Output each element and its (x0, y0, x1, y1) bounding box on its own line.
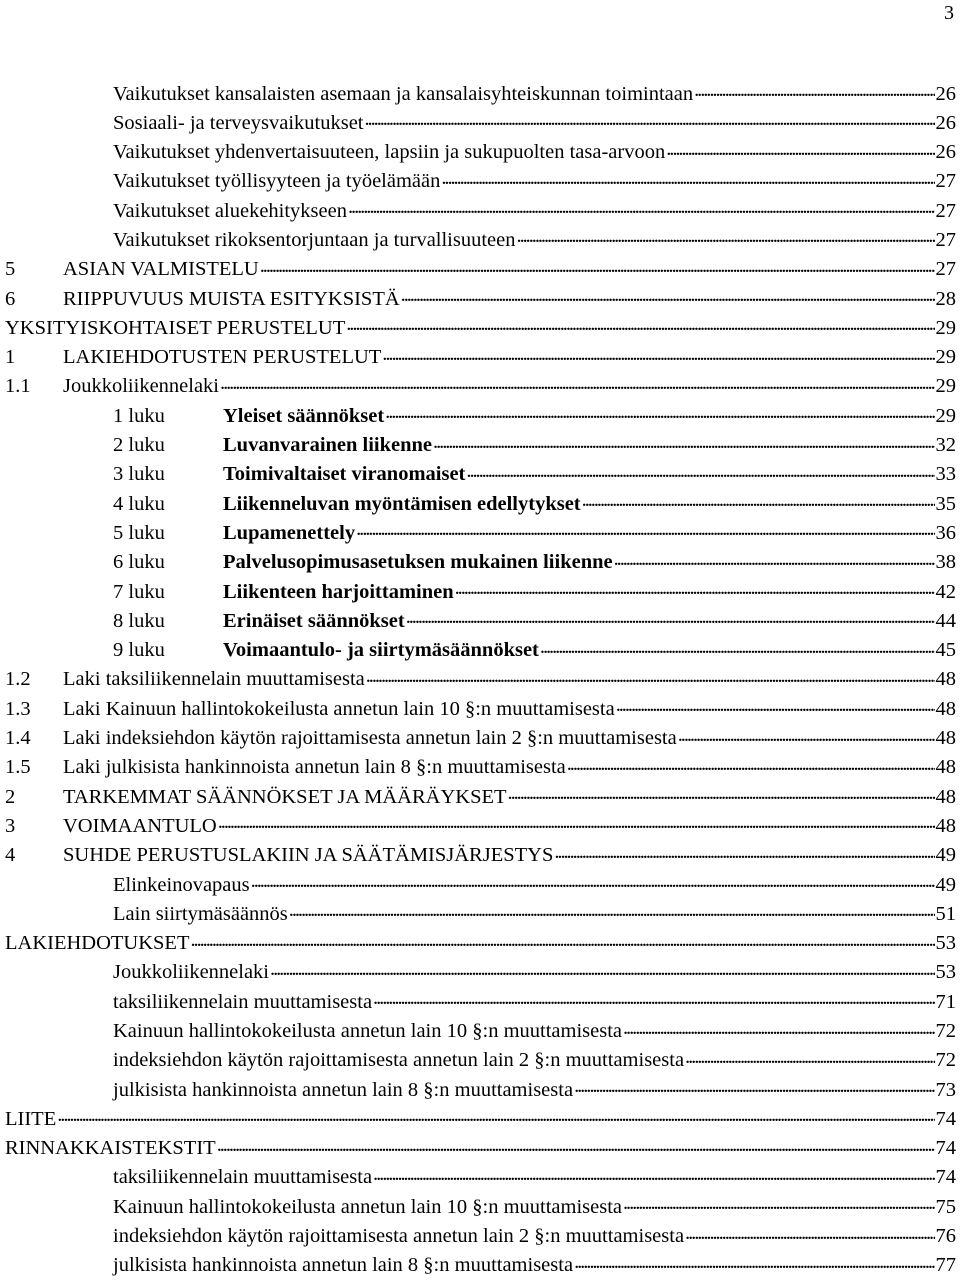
toc-entry-number: 6 luku (113, 551, 165, 574)
toc-entry[interactable] (5, 636, 956, 665)
toc-entry[interactable] (5, 1017, 956, 1046)
toc-entry[interactable] (5, 108, 956, 137)
toc-entry-title: Toimivaltaiset viranomaiset (223, 463, 466, 486)
toc-entry-title: RINNAKKAISTEKSTIT (5, 1137, 216, 1160)
toc-entry-title: ASIAN VALMISTELU (63, 258, 259, 281)
toc-entry-number: 8 luku (113, 609, 165, 632)
toc-entry-title: julkisista hankinnoista annetun lain 8 §:n muuttamisesta (113, 1078, 574, 1101)
toc-entry-title: Liikenteen harjoittaminen (223, 580, 454, 603)
toc-entry[interactable] (5, 929, 956, 958)
toc-entry[interactable] (5, 1222, 956, 1251)
toc-entry-number: 1.3 (5, 697, 31, 720)
toc-entry[interactable] (5, 899, 956, 928)
toc-entry-page: 51 (935, 902, 956, 925)
toc-entry[interactable] (5, 460, 956, 489)
toc-entry-title: Laki julkisista hankinnoista annetun lain 8 §:n muuttamisesta (63, 756, 566, 779)
dot-leader (289, 899, 935, 920)
toc-entry-number: 1.1 (5, 375, 31, 398)
toc-entry-number: 1.4 (5, 727, 31, 750)
toc-entry-title: indeksiehdon käytön rajoittamisesta annetun lain 2 §:n muuttamisesta (113, 1225, 685, 1248)
toc-entry[interactable] (5, 724, 956, 753)
toc-entry-page: 53 (935, 961, 956, 984)
toc-entry-title: Lupamenettely (223, 521, 356, 544)
toc-entry[interactable] (5, 753, 956, 782)
dot-leader (373, 1163, 934, 1184)
dot-leader (694, 79, 934, 100)
dot-leader (260, 255, 935, 276)
toc-entry-page: 48 (935, 785, 956, 808)
toc-entry-page: 26 (935, 82, 956, 105)
dot-leader (220, 372, 934, 393)
toc-entry-page: 38 (935, 551, 956, 574)
dot-leader (666, 138, 934, 159)
dot-leader (554, 841, 934, 862)
toc-entry-title: Vaikutukset työllisyyteen ja työelämään (113, 170, 441, 193)
toc-entry[interactable] (5, 255, 956, 284)
dot-leader (433, 431, 934, 452)
dot-leader (270, 958, 934, 979)
toc-entry-title: Vaikutukset kansalaisten asemaan ja kansalaisyhteiskunnan toimintaan (113, 82, 694, 105)
toc-entry-page: 26 (935, 141, 956, 164)
toc-entry-number: 1 (5, 346, 16, 369)
toc-entry-page: 42 (935, 580, 956, 603)
toc-entry-page: 48 (935, 668, 956, 691)
toc-entry[interactable] (5, 577, 956, 606)
dot-leader (57, 1104, 934, 1125)
toc-entry[interactable] (5, 1251, 956, 1280)
page-number: 3 (944, 2, 954, 24)
toc-entry[interactable] (5, 1046, 956, 1075)
toc-entry-page: 29 (935, 375, 956, 398)
toc-entry[interactable] (5, 870, 956, 899)
toc-entry-page: 49 (935, 844, 956, 867)
toc-entry[interactable] (5, 372, 956, 401)
toc-entry-title: julkisista hankinnoista annetun lain 8 §:n muuttamisesta (113, 1254, 574, 1277)
toc-entry-title: RIIPPUVUUS MUISTA ESITYKSISTÄ (63, 287, 400, 310)
toc-entry[interactable] (5, 548, 956, 577)
toc-entry-page: 45 (935, 639, 956, 662)
dot-leader (685, 1046, 934, 1067)
toc-entry[interactable] (5, 196, 956, 225)
dot-leader (217, 1134, 935, 1155)
toc-entry-page: 36 (935, 521, 956, 544)
toc-entry-number: 4 luku (113, 492, 165, 515)
dot-leader (582, 489, 935, 510)
dot-leader (365, 108, 935, 129)
toc-entry-title: Laki indeksiehdon käytön rajoittamisesta annetun lain 2 §:n muuttamisesta (63, 727, 677, 750)
dot-leader (190, 929, 934, 950)
toc-entry-title: Liikenneluvan myöntämisen edellytykset (223, 492, 581, 515)
table-of-contents (5, 79, 956, 1280)
toc-entry-page: 53 (935, 932, 956, 955)
toc-entry-title: LIITE (5, 1107, 57, 1130)
toc-entry-number: 5 luku (113, 521, 165, 544)
toc-entry-number: 1.2 (5, 668, 31, 691)
toc-entry[interactable] (5, 343, 956, 372)
dot-leader (623, 1017, 935, 1038)
dot-leader (385, 401, 934, 422)
dot-leader (466, 460, 934, 481)
toc-entry-title: taksiliikennelain muuttamisesta (113, 990, 373, 1013)
toc-entry[interactable] (5, 1163, 956, 1192)
toc-entry-title: Luvanvarainen liikenne (223, 434, 433, 457)
dot-leader (614, 548, 935, 569)
toc-entry[interactable] (5, 811, 956, 840)
dot-leader (373, 987, 934, 1008)
dot-leader (251, 870, 935, 891)
toc-entry[interactable] (5, 431, 956, 460)
toc-entry-number: 9 luku (113, 639, 165, 662)
toc-entry-title: Sosiaali- ja terveysvaikutukset (113, 111, 364, 134)
toc-entry-page: 29 (935, 316, 956, 339)
toc-entry[interactable] (5, 958, 956, 987)
dot-leader (401, 284, 935, 305)
toc-entry-page: 27 (935, 228, 956, 251)
toc-entry[interactable] (5, 694, 956, 723)
dot-leader (508, 782, 935, 803)
toc-entry-title: Laki taksiliikennelain muuttamisesta (63, 668, 365, 691)
toc-entry[interactable] (5, 1192, 956, 1221)
dot-leader (406, 606, 935, 627)
dot-leader (455, 577, 935, 598)
toc-entry-title: Voimaantulo- ja siirtymäsäännökset (223, 639, 539, 662)
toc-entry-page: 48 (935, 756, 956, 779)
toc-entry-title: Yleiset säännökset (223, 404, 385, 427)
toc-entry-number: 7 luku (113, 580, 165, 603)
toc-entry[interactable] (5, 401, 956, 430)
toc-entry-page: 27 (935, 258, 956, 281)
toc-entry-title: YKSITYISKOHTAISET PERUSTELUT (5, 316, 346, 339)
toc-entry-page: 74 (935, 1107, 956, 1130)
toc-entry-page: 29 (935, 404, 956, 427)
toc-entry-page: 29 (935, 346, 956, 369)
toc-entry[interactable] (5, 313, 956, 342)
toc-entry-page: 48 (935, 814, 956, 837)
toc-entry[interactable] (5, 782, 956, 811)
dot-leader (356, 518, 934, 539)
toc-entry-page: 48 (935, 727, 956, 750)
toc-entry-number: 4 (5, 844, 16, 867)
dot-leader (346, 313, 934, 334)
toc-entry-page: 75 (935, 1195, 956, 1218)
toc-entry-page: 27 (935, 170, 956, 193)
toc-entry-page: 26 (935, 111, 956, 134)
toc-entry-number: 3 luku (113, 463, 165, 486)
toc-entry[interactable] (5, 489, 956, 518)
toc-entry-page: 77 (935, 1254, 956, 1277)
toc-entry-page: 27 (935, 199, 956, 222)
dot-leader (567, 753, 935, 774)
dot-leader (574, 1251, 934, 1272)
toc-entry-number: 2 (5, 785, 16, 808)
dot-leader (540, 636, 935, 657)
dot-leader (678, 724, 935, 745)
toc-entry-number: 2 luku (113, 434, 165, 457)
dot-leader (382, 343, 934, 364)
toc-entry-page: 74 (935, 1166, 956, 1189)
dot-leader (441, 167, 934, 188)
toc-entry-title: Erinäiset säännökset (223, 609, 405, 632)
toc-entry-page: 74 (935, 1137, 956, 1160)
toc-entry-title: taksiliikennelain muuttamisesta (113, 1166, 373, 1189)
toc-entry[interactable] (5, 284, 956, 313)
toc-entry[interactable] (5, 1075, 956, 1104)
dot-leader (685, 1222, 934, 1243)
toc-entry-page: 71 (935, 990, 956, 1013)
toc-entry-page: 48 (935, 697, 956, 720)
toc-entry-number: 1.5 (5, 756, 31, 779)
toc-entry[interactable] (5, 167, 956, 196)
toc-entry-title: Vaikutukset aluekehitykseen (113, 199, 347, 222)
toc-entry-title: Elinkeinovapaus (113, 873, 250, 896)
toc-entry-title: indeksiehdon käytön rajoittamisesta annetun lain 2 §:n muuttamisesta (113, 1049, 685, 1072)
toc-entry-title: Joukkoliikennelaki (113, 961, 270, 984)
toc-entry[interactable] (5, 1134, 956, 1163)
toc-entry-title: TARKEMMAT SÄÄNNÖKSET JA MÄÄRÄYKSET (63, 785, 507, 808)
toc-entry[interactable] (5, 79, 956, 108)
dot-leader (623, 1192, 935, 1213)
toc-entry-page: 32 (935, 434, 956, 457)
toc-entry-page: 72 (935, 1020, 956, 1042)
toc-entry-page: 28 (935, 287, 956, 310)
toc-entry[interactable] (5, 225, 956, 254)
toc-entry-title: Vaikutukset yhdenvertaisuuteen, lapsiin ja sukupuolten tasa-arvoon (113, 141, 666, 164)
toc-entry-page: 72 (935, 1049, 956, 1072)
toc-entry-page: 35 (935, 492, 956, 515)
toc-entry-title: LAKIEHDOTUSTEN PERUSTELUT (63, 346, 382, 369)
toc-entry[interactable] (5, 1104, 956, 1133)
toc-entry-page: 49 (935, 873, 956, 896)
dot-leader (366, 665, 935, 686)
toc-entry-title: Vaikutukset rikoksentorjuntaan ja turvallisuuteen (113, 228, 516, 251)
toc-entry-page: 44 (935, 609, 956, 632)
toc-entry-title: SUHDE PERUSTUSLAKIIN JA SÄÄTÄMISJÄRJESTYS (63, 844, 554, 867)
toc-entry-page: 33 (935, 463, 956, 486)
dot-leader (218, 811, 935, 832)
toc-entry-page: 76 (935, 1225, 956, 1248)
toc-entry[interactable] (5, 518, 956, 547)
toc-entry-number: 6 (5, 287, 16, 310)
toc-entry-title: Laki Kainuun hallintokokeilusta annetun lain 10 §:n muuttamisesta (63, 697, 615, 720)
toc-entry-number: 1 luku (113, 404, 165, 427)
toc-entry-number: 3 (5, 814, 16, 837)
toc-entry-title: Joukkoliikennelaki (63, 375, 220, 398)
toc-entry-title: Palvelusopimusasetuksen mukainen liikenne (223, 551, 613, 574)
toc-entry-title: VOIMAANTULO (63, 814, 217, 837)
toc-entry[interactable] (5, 665, 956, 694)
dot-leader (616, 694, 935, 715)
toc-entry-title: Lain siirtymäsäännös (113, 902, 288, 925)
toc-entry-title: Kainuun hallintokokeilusta annetun lain 10 §:n muuttamisesta (113, 1020, 622, 1042)
dot-leader (517, 225, 935, 246)
dot-leader (348, 196, 935, 217)
toc-entry[interactable] (5, 606, 956, 635)
toc-entry-title: Kainuun hallintokokeilusta annetun lain 10 §:n muuttamisesta (113, 1195, 622, 1218)
toc-entry-title: LAKIEHDOTUKSET (5, 932, 190, 955)
toc-entry-page: 73 (935, 1078, 956, 1101)
toc-entry[interactable] (5, 138, 956, 167)
toc-entry-number: 5 (5, 258, 16, 281)
toc-entry[interactable] (5, 987, 956, 1016)
toc-entry[interactable] (5, 841, 956, 870)
dot-leader (574, 1075, 934, 1096)
